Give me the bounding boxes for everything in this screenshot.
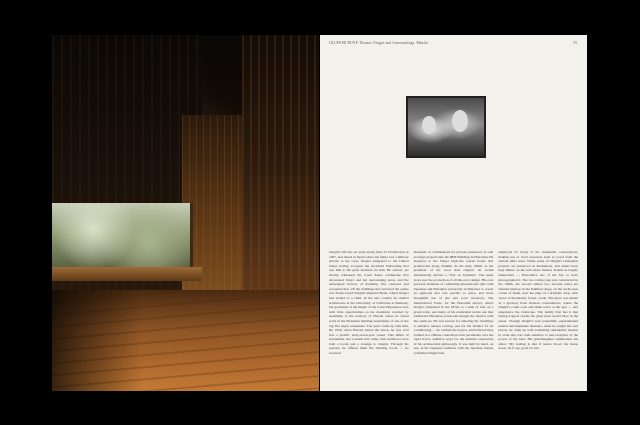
text-page bbox=[320, 35, 587, 391]
column-1-text: Otagiri's life has set quite strong there in Vladivostok in 1907, and raised in Japan where his father was a military attache to the Czar, Otagiri emigrated to the United States having accepted the Archbold Fellowship that saw him to the great mansion for him. He arrived, yet having witnessed the Great Kanto earthquake that devastated Tokyo and her surrounding areas, and the subsequent horrors of hardship, fire, removal and reconstruction. Of the buildings that survived the quake was Frank Lloyd Wright's Imperial Hotel, which Otagiri had visited as a child. In the new country he studied architecture at the University of California at Berkeley, but graduated at the height of the Great Depression and, with little opportunities on the mainland, traveled by steamship to the territory of Hawaii where he found work in the Honolulu building department of one of the big five sugar companies. The years came up with him. By 1930, when Hawaii joined the union, he was well into a prolific sixty-seven-year career. This influx of investment and tourism that came with statehood were both a boom and a revenge to Otagiri. Through his practice he offered them the building boom — he received bbox=[329, 250, 409, 356]
wooden-interior-photo bbox=[52, 35, 319, 391]
text-column-1 bbox=[329, 250, 409, 356]
column-3-text: employed for many of his residential constructions, making use of local resources such as wood from the ancient Ohia trees. While some of Otagiri's residential projects are preserved as institutions, and others have kept thither on the real estate market, Kahala is largely unheralded — Honolulu's one of the few to have photographed it. The two cabins (one was constructed in the 1960s, the second almost two decades later) are situated high up in the Pukiikai range, on the north-west corner of Oahu, near the edge of a dramatic drop, with views of mountains, forest, ocean. The place was meant as a getaway from modern conveniences, where the Otagiri's could cook and drink water at the spot — and experience the landscape. The family first has it that during tropical storms the great trees would blow in the estate. Though Otagiri's had potentially experimented natural and manmade disasters, when he sought his own places, he came up with something remarkably modest in scale that was both sensitive to and receptive of the power of the land. His granddaughter summarizes his ethos: 'My feeling is that if nature blows his house down, let it say, good for her.' bbox=[498, 250, 579, 351]
window-sill bbox=[52, 267, 202, 281]
text-column-2 bbox=[414, 250, 494, 356]
running-head: OLUFEMI BOYE Thomas Otagiri and Surroundings, Manila bbox=[329, 41, 428, 45]
text-column-3 bbox=[498, 250, 578, 356]
floor-shadow bbox=[52, 290, 142, 391]
person-figure-right bbox=[452, 110, 468, 132]
page-number: 55 bbox=[573, 41, 577, 45]
column-2-text: hundreds of commissions for private residences as well as larger projects like the IBM Building in Honolulu. He departed to the Yaiger high-rise tourist hotels that proliferated along Waikiki. In the early 1960s, as the president of the local AIA chapter, he would intentionally declare a "War on Ugliness". The same years saw the production of all this era's design. His own personal elements of combining international style with Japanese and Hawaiian vernacular architecture to create an approach that was specific to place, and more thoughtful use of site and local resources. The International Trade, for the Honolulu airport, which Otagiri completed in the 1970s, is a kind of tour on a grand scale, and many of his residential works one that traditional Hawaiian vernacular merges the interior with the outdoors. He was known for situating his dwellings to enhance natural cooling, and for his distinct for its conditioning — he loathed the tropics, and believed they formed in a climate controlled room pavements over the rapid rivers. Additive ways for the ultimate expression of his architectural philosophy. It was built by hand, on site, in the Japanese tradition, with the Japanese master craftsmen Otagiri had bbox=[413, 250, 494, 356]
window bbox=[52, 203, 193, 270]
person-figure-left bbox=[422, 116, 436, 134]
two-people-seated-photo bbox=[406, 96, 486, 158]
body-text-columns bbox=[329, 250, 578, 356]
